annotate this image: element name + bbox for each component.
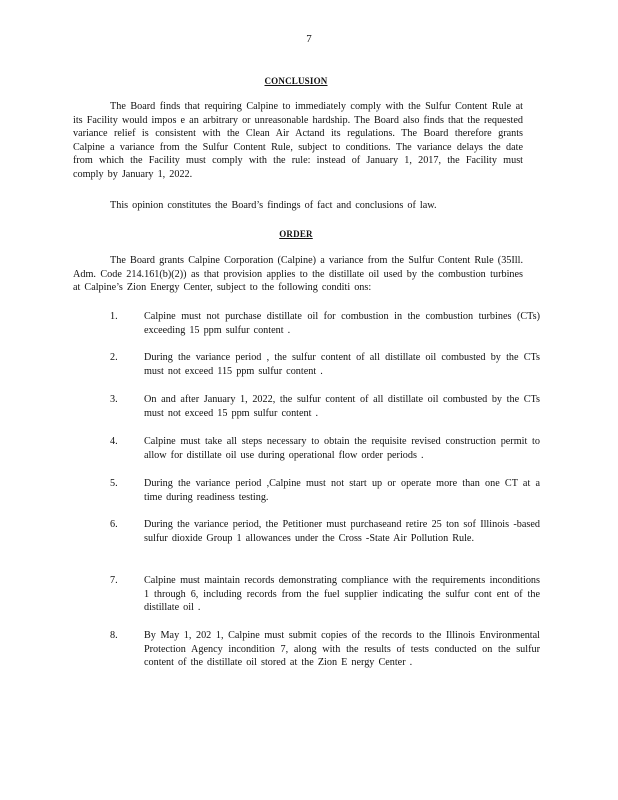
condition-text: Calpine must maintain records demonstrating compliance with the requirements inconditions 1 through 6, including records from the fuel supplier indicating the sulfur cont ent of the distillate oil . (144, 575, 540, 614)
condition-text: During the variance period ,Calpine must not start up or operate more than one CT at a time during readiness testing. (144, 478, 540, 503)
conclusion-heading-text: CONCLUSION (264, 76, 328, 86)
order-heading-text: ORDER (279, 229, 313, 239)
condition-text: On and after January 1, 2022, the sulfur content of all distillate oil combusted by the CTs must not exceed 15 ppm sulfur content . (144, 394, 540, 419)
condition-number: 2. (110, 352, 118, 363)
condition-text: During the variance period, the Petitioner must purchaseand retire 25 ton sof Illinois -based sulfur dioxide Group 1 allowances under the Cross -State Air Pollution Rule. (144, 519, 540, 544)
condition-text: During the variance period , the sulfur content of all distillate oil combusted by the CTs must not exceed 115 ppm sulfur content . (144, 352, 540, 377)
findings-statement: This opinion constitutes the Board’s findings of fact and conclusions of law. (110, 200, 437, 211)
condition-number: 1. (110, 311, 118, 322)
page-number: 7 (306, 33, 312, 45)
condition-text: By May 1, 202 1, Calpine must submit copies of the records to the Illinois Environmental Protection Agency incondition 7, along with the results of tests conducted on the sulfur content of the distillate oil stored at the Zion E nergy Center . (144, 630, 540, 669)
condition-text: Calpine must not purchase distillate oil for combustion in the combustion turbines (CTs) exceeding 15 ppm sulfur content . (144, 311, 540, 336)
order-intro: The Board grants Calpine Corporation (Calpine) a variance from the Sulfur Content Rule (35Ill. Adm. Code 214.161(b)(2)) as that provision applies to the distillate oil used by the combustion turbines at Calpine’s Zion Energy Center, subject to the following conditi ons: (73, 255, 523, 294)
condition-number: 6. (110, 519, 118, 530)
condition-text: Calpine must take all steps necessary to obtain the requisite revised construction permit to allow for distillate oil use during operational flow order periods . (144, 436, 540, 461)
condition-number: 3. (110, 394, 118, 405)
condition-number: 5. (110, 478, 118, 489)
order-heading (0, 228, 618, 242)
condition-number: 7. (110, 575, 118, 586)
conclusion-heading (0, 75, 618, 89)
condition-number: 4. (110, 436, 118, 447)
condition-number: 8. (110, 630, 118, 641)
conclusion-paragraph: The Board finds that requiring Calpine to immediately comply with the Sulfur Content Rule at its Facility would impos e an arbitrary or unreasonable hardship. The Board also finds that the requested variance relief is consistent with the Clean Air Actand its regulations. The Board therefore grants Calpine a variance from the Sulfur Content Rule, subject to conditions. The variance delays the date from which the Facility must comply with the rule: instead of January 1, 2017, the Facility must comply by January 1, 2022. (73, 101, 523, 180)
